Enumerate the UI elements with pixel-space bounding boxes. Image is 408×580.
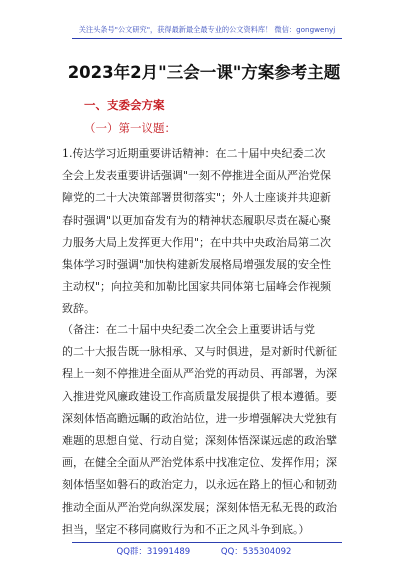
document-title: 2023年2月"三会一课"方案参考主题 [67,63,341,82]
paragraph-2 [62,319,354,541]
paragraph-line: 程上一刻不停推进全面从严治党的再动员、再部署，为深 [62,367,337,381]
paragraph-line: 的二十大报告既一脉相承、又与时俱进，是对新时代新征 [62,345,337,359]
section-heading: 一、支委会方案 [84,98,165,112]
subsection-heading: （一）第一议题： [84,121,176,135]
footer-qq: QQ：535304092 [220,547,292,557]
footer-divider [72,542,342,543]
paragraph-line: 深刻体悟高瞻远瞩的政治站位，进一步增强解决大党独有 [62,411,337,425]
paragraph-1 [62,143,354,321]
paragraph-line: 春时强调"以更加奋发有为的精神状态履职尽责在凝心聚 [62,213,332,227]
paragraph-line: 入推进党风廉政建设工作高质量发展提供了根本遵循。要 [62,389,337,403]
paragraph-line: 集体学习时强调"加快构建新发展格局增强发展的安全性 [62,257,332,271]
paragraph-line: 全会上发表重要讲话强调"一刻不停推进全面从严治党保 [62,169,332,183]
paragraph-line: 担当，坚定不移同腐败行为和不正之风斗争到底。） [62,522,310,536]
footer-contact [0,545,408,559]
paragraph-line: 刻体悟坚如磐石的政治定力，以永远在路上的恒心和韧劲 [62,478,337,492]
paragraph-line: 力服务大局上发挥更大作用"；在中共中央政治局第二次 [62,235,332,249]
header-divider [72,38,342,39]
paragraph-line: 1.传达学习近期重要讲话精神：在二十届中央纪委二次 [62,147,326,160]
paragraph-line: 障党的二十大决策部署贯彻落实"；外人士座谈并共迎新 [62,191,332,205]
paragraph-line: 致辞。 [62,302,95,316]
paragraph-line: 推动全面从严治党向纵深发展；深刻体悟无私无畏的政治 [62,500,337,514]
paragraph-line: 画，在健全全面从严治党体系中找准定位、发挥作用；深 [62,456,337,470]
paragraph-line: 主动权"；向拉美和加勒比国家共同体第七届峰会作视频 [62,280,332,294]
footer-qq-group: QQ群：31991489 [116,547,191,557]
header-promo-text: 关注头条号"公文研究"，获得最新最全最专业的公文资料库！ 微信：gongwenyj [78,25,336,34]
paragraph-line: 难题的思想自觉、行动自觉；深刻体悟深谋远虑的政治擘 [62,433,337,447]
paragraph-line: （备注：在二十届中央纪委二次全会上重要讲话与党 [62,323,315,336]
